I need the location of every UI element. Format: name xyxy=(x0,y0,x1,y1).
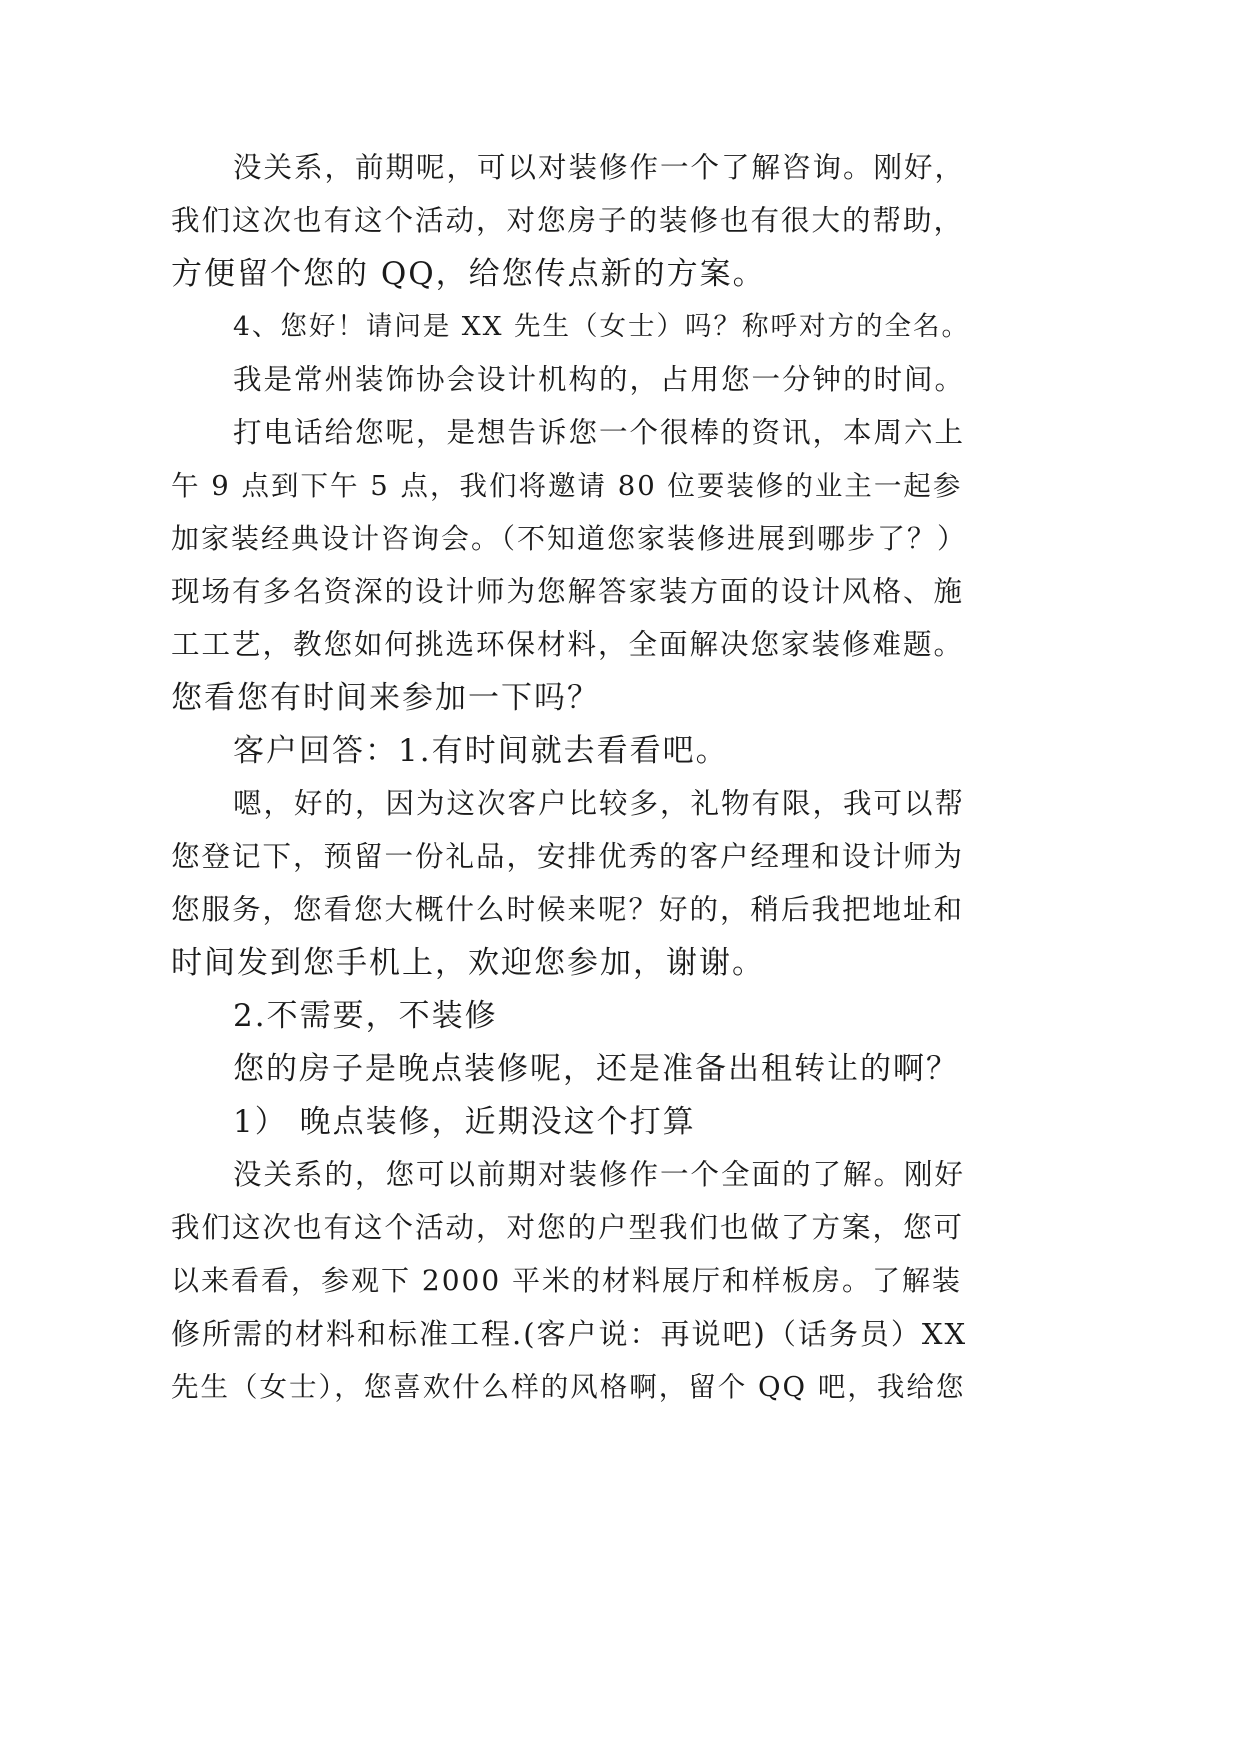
text-line: 我是常州装饰协会设计机构的，占用您一分钟的时间。 xyxy=(233,363,966,396)
text-line: 您服务，您看您大概什么时候来呢？好的，稍后我把地址和 xyxy=(171,893,965,926)
text-line: 您看您有时间来参加一下吗？ xyxy=(171,680,600,716)
text-line: 时间发到您手机上，欢迎您参加，谢谢。 xyxy=(171,945,765,981)
text-line: 修所需的材料和标准工程.(客户说：再说吧)（话务员）XX xyxy=(171,1317,968,1351)
text-line: 客户回答：1.有时间就去看看吧。 xyxy=(233,733,729,769)
text-line: 加家装经典设计咨询会。（不知道您家装修进展到哪步了？） xyxy=(171,522,968,555)
text-line: 现场有多名资深的设计师为您解答家装方面的设计风格、施 xyxy=(171,575,965,608)
text-line: 方便留个您的 QQ，给您传点新的方案。 xyxy=(171,256,766,292)
text-line: 打电话给您呢，是想告诉您一个很棒的资讯，本周六上 xyxy=(233,416,966,449)
text-line: 您登记下，预留一份礼品，安排优秀的客户经理和设计师为 xyxy=(171,840,965,873)
text-line: 我们这次也有这个活动，对您的户型我们也做了方案，您可 xyxy=(171,1211,965,1244)
text-line: 我们这次也有这个活动，对您房子的装修也有很大的帮助， xyxy=(171,204,965,237)
text-line: 工工艺，教您如何挑选环保材料，全面解决您家装修难题。 xyxy=(171,628,965,661)
text-line: 您的房子是晚点装修呢，还是准备出租转让的啊？ xyxy=(233,1051,959,1087)
text-line: 1） 晚点装修，近期没这个打算 xyxy=(233,1104,696,1140)
text-line: 没关系的，您可以前期对装修作一个全面的了解。刚好 xyxy=(233,1158,966,1191)
text-line: 嗯，好的，因为这次客户比较多，礼物有限，我可以帮 xyxy=(233,787,966,820)
text-line: 先生（女士），您喜欢什么样的风格啊，留个 QQ 吧，我给您 xyxy=(171,1371,966,1403)
text-line: 以来看看，参观下 2000 平米的材料展厅和样板房。了解装 xyxy=(171,1264,963,1297)
text-line: 没关系，前期呢，可以对装修作一个了解咨询。刚好， xyxy=(233,151,966,184)
text-line: 午 9 点到下午 5 点，我们将邀请 80 位要装修的业主一起参 xyxy=(171,470,963,502)
text-line: 4、您好！请问是 XX 先生（女士）吗？称呼对方的全名。 xyxy=(233,311,970,342)
text-line: 2.不需要，不装修 xyxy=(233,998,498,1034)
